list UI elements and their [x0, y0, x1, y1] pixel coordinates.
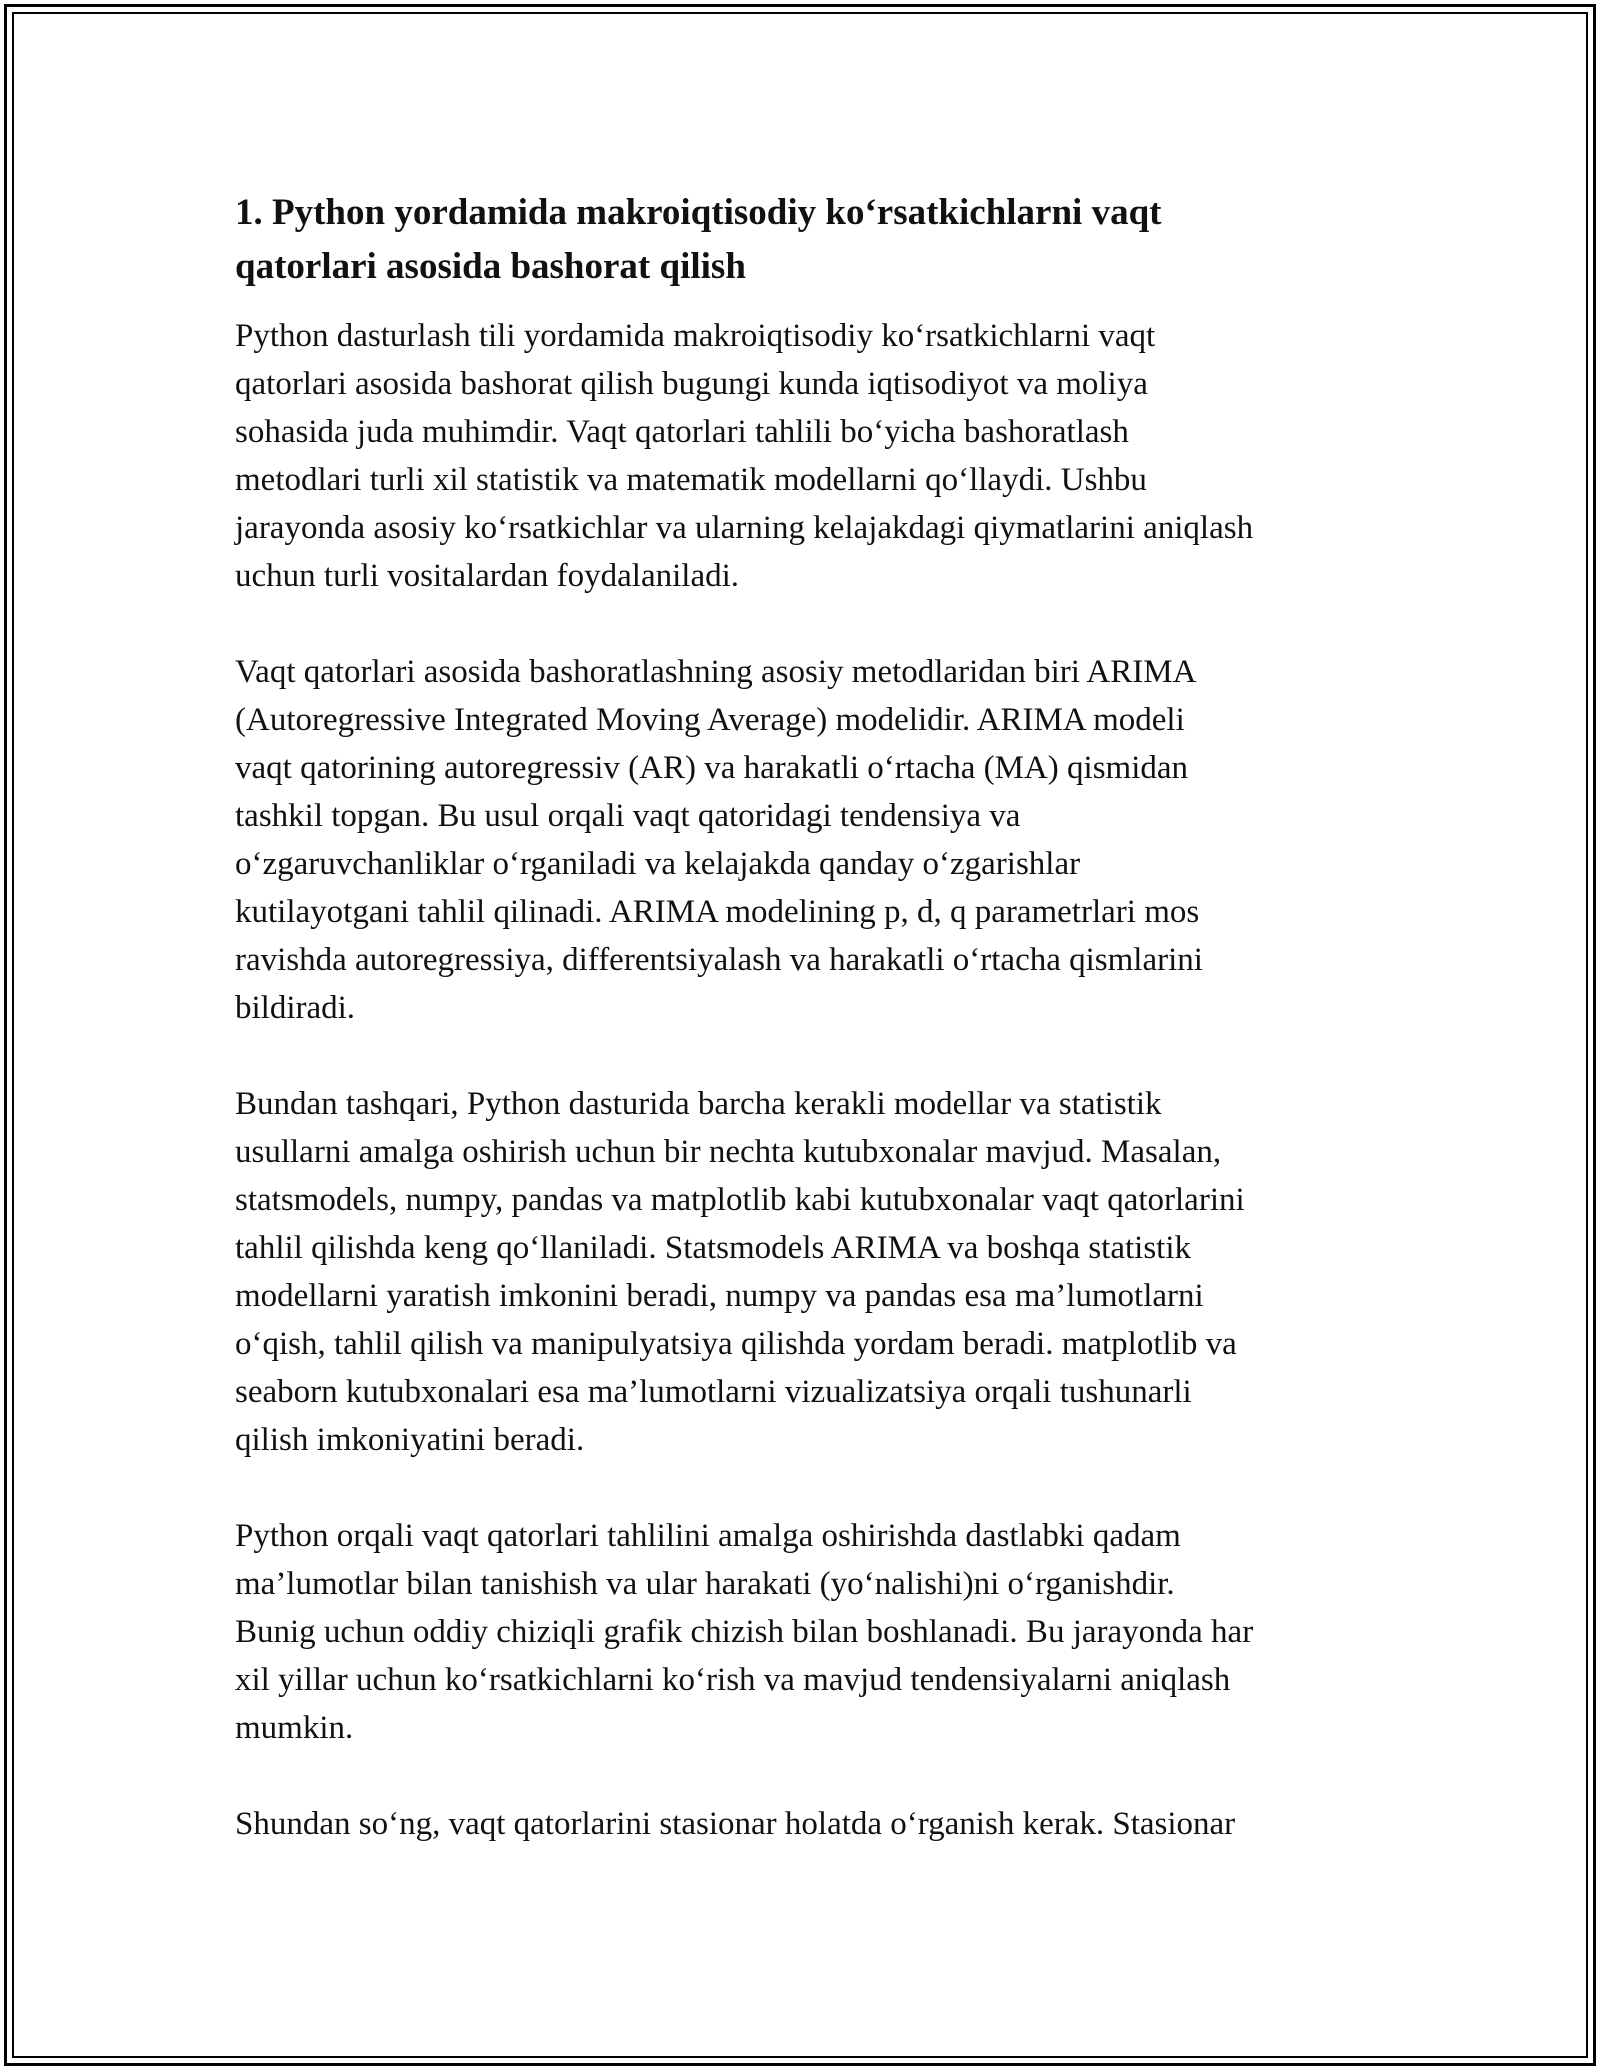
- text-line: metodlari turli xil statistik va matematik modellarni qo‘llaydi. Ushbu: [235, 462, 1147, 498]
- text-line: Vaqt qatorlari asosida bashoratlashning asosiy metodlaridan biri ARIMA: [235, 654, 1197, 690]
- text-line: Bunig uchun oddiy chiziqli grafik chizish bilan boshlanadi. Bu jarayonda har: [235, 1614, 1254, 1650]
- text-line: xil yillar uchun ko‘rsatkichlarni ko‘rish va mavjud tendensiyalarni aniqlash: [235, 1662, 1231, 1698]
- text-line: o‘zgaruvchanliklar o‘rganiladi va kelajakda qanday o‘zgarishlar: [235, 846, 1081, 882]
- paragraph-5: [235, 1800, 1385, 1848]
- text-line: jarayonda asosiy ko‘rsatkichlar va ularning kelajakdagi qiymatlarini aniqlash: [235, 510, 1254, 546]
- document-body: [235, 186, 1385, 1896]
- heading-line: qatorlari asosida bashorat qilish: [235, 246, 746, 287]
- text-line: o‘qish, tahlil qilish va manipulyatsiya qilishda yordam beradi. matplotlib va: [235, 1326, 1237, 1362]
- text-line: qatorlari asosida bashorat qilish bugungi kunda iqtisodiyot va moliya: [235, 366, 1148, 402]
- text-line: kutilayotgani tahlil qilinadi. ARIMA modelining p, d, q parametrlari mos: [235, 894, 1200, 930]
- paragraph-1: [235, 312, 1385, 600]
- text-line: sohasida juda muhimdir. Vaqt qatorlari tahlili bo‘yicha bashoratlash: [235, 414, 1129, 450]
- text-line: ravishda autoregressiya, differentsiyalash va harakatli o‘rtacha qismlarini: [235, 942, 1203, 978]
- paragraph-3: [235, 1080, 1385, 1464]
- text-line: mumkin.: [235, 1710, 354, 1746]
- text-line: usullarni amalga oshirish uchun bir nechta kutubxonalar mavjud. Masalan,: [235, 1134, 1222, 1170]
- text-line: (Autoregressive Integrated Moving Average) modelidir. ARIMA modeli: [235, 702, 1185, 738]
- text-line: uchun turli vositalardan foydalaniladi.: [235, 558, 740, 594]
- text-line: bildiradi.: [235, 990, 356, 1026]
- text-line: Bundan tashqari, Python dasturida barcha kerakli modellar va statistik: [235, 1086, 1162, 1122]
- text-line: ma’lumotlar bilan tanishish va ular harakati (yo‘nalishi)ni o‘rganishdir.: [235, 1566, 1175, 1602]
- text-line: tahlil qilishda keng qo‘llaniladi. Statsmodels ARIMA va boshqa statistik: [235, 1230, 1192, 1266]
- text-line: qilish imkoniyatini beradi.: [235, 1422, 585, 1458]
- heading-line: 1. Python yordamida makroiqtisodiy ko‘rsatkichlarni vaqt: [235, 192, 1162, 233]
- section-heading: [235, 186, 1385, 294]
- text-line: seaborn kutubxonalari esa ma’lumotlarni vizualizatsiya orqali tushunarli: [235, 1374, 1192, 1410]
- text-line: statsmodels, numpy, pandas va matplotlib kabi kutubxonalar vaqt qatorlarini: [235, 1182, 1245, 1218]
- paragraph-4: [235, 1512, 1385, 1752]
- text-line: vaqt qatorining autoregressiv (AR) va harakatli o‘rtacha (MA) qismidan: [235, 750, 1189, 786]
- paragraph-2: [235, 648, 1385, 1032]
- text-line: Python dasturlash tili yordamida makroiqtisodiy ko‘rsatkichlarni vaqt: [235, 318, 1156, 354]
- text-line: Python orqali vaqt qatorlari tahlilini amalga oshirishda dastlabki qadam: [235, 1518, 1181, 1554]
- text-line: tashkil topgan. Bu usul orqali vaqt qatoridagi tendensiya va: [235, 798, 1021, 834]
- text-line: Shundan so‘ng, vaqt qatorlarini stasionar holatda o‘rganish kerak. Stasionar: [235, 1806, 1236, 1842]
- text-line: modellarni yaratish imkonini beradi, numpy va pandas esa ma’lumotlarni: [235, 1278, 1204, 1314]
